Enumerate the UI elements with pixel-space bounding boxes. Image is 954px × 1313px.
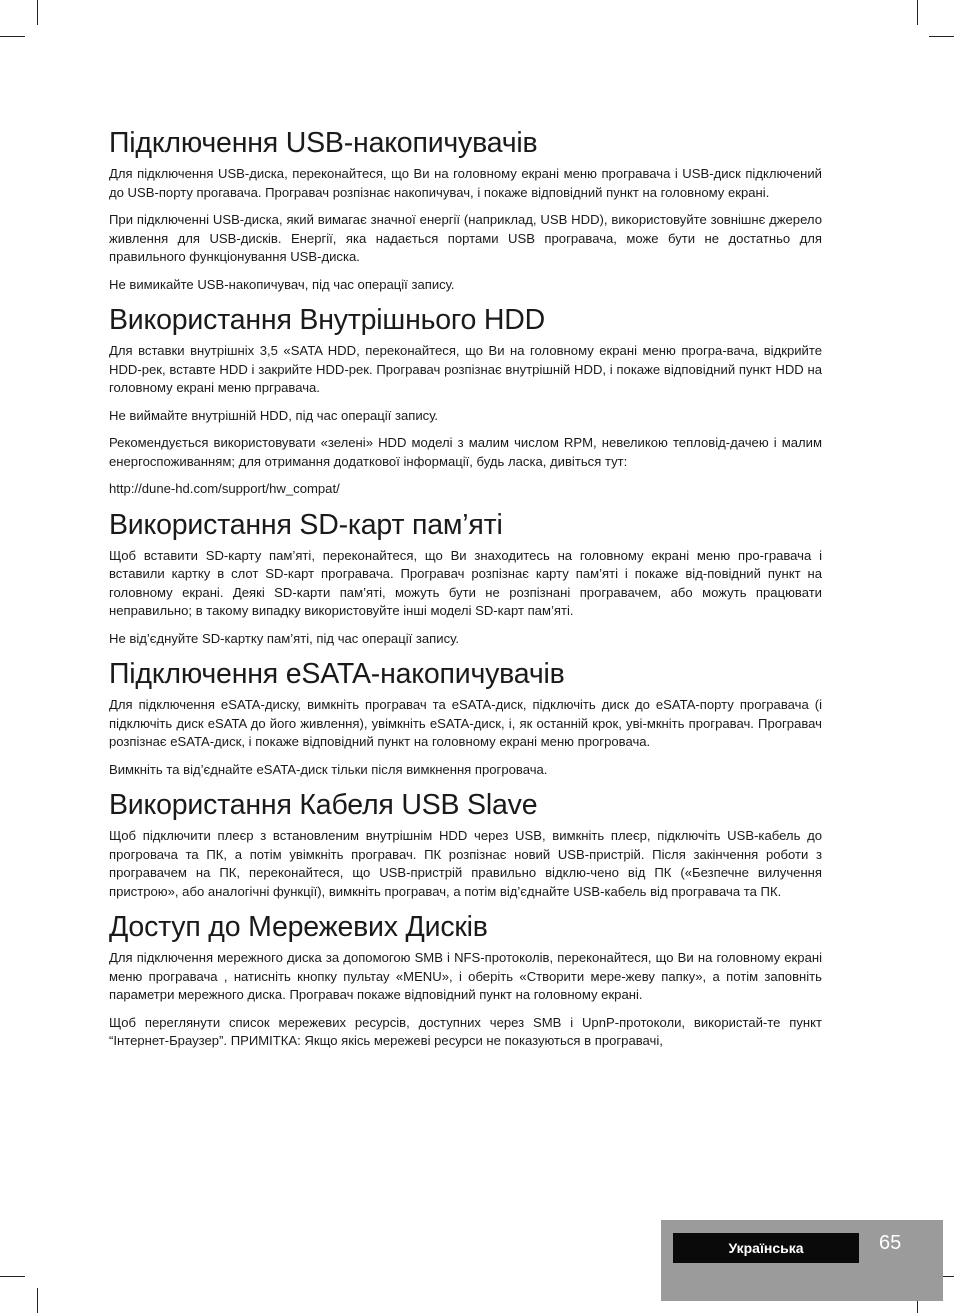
paragraph: Для підключення USB-диска, переконайтеся, що Ви на головному екрані меню програвача і USB-диск підключений до USB-порту прогавача. Програвач розпізнає накопичувач, і покаже відповідний пункт на головному екрані. bbox=[109, 166, 822, 200]
crop-mark bbox=[0, 1276, 25, 1277]
section-heading: Підключення USB-накопичувачів bbox=[109, 127, 538, 159]
crop-mark bbox=[37, 0, 38, 25]
crop-mark bbox=[37, 1288, 38, 1313]
paragraph: Не від’єднуйте SD-картку пам’яті, під час операції запису. bbox=[109, 630, 460, 646]
section-usb-slave bbox=[109, 788, 822, 901]
section-heading: Використання SD-карт пам’яті bbox=[109, 508, 503, 541]
paragraph: Щоб переглянути список мережевих ресурсів, доступних через SMB і UpnP-протоколи, використай-те пункт “Інтернет-Браузер”. ПРИМІТКА: Якщо якісь мережеві ресурси не показуються в програвачі, bbox=[109, 1014, 822, 1048]
paragraph: При підключенні USB-диска, який вимагає значної енергії (наприклад, USB HDD), використовуйте зовнішнє джерело живлення для USB-дисків. Енергії, яка надається портами USB програвача, може бути не достатньо для правильного функціонування USB-диска. bbox=[109, 212, 822, 264]
page-number: 65 bbox=[879, 1232, 902, 1254]
paragraph: Вимкніть та від’єднайте eSATA-диск тільки після вимкнення прогровача. bbox=[109, 761, 548, 777]
paragraph: Не вимикайте USB-накопичувач, під час операції запису. bbox=[109, 276, 455, 292]
section-usb-drives bbox=[109, 126, 822, 294]
paragraph: Щоб підключити плеєр з встановленим внутрішнім HDD через USB, вимкніть плеєр, підключіть USB-кабель до прогровача та ПК, а потім увімкніть програвач. ПК розпізнає новий USB-пристрій. Після закінчення роботи з програвачем на ПК, переконайтеся, що USB-пристрій правильно відклю-чено від ПК («Безпечне вилучення пристрою», або аналогічні функції), вимкніть програвач, а потім від’єднайте USB-кабель від програвача та ПК. bbox=[109, 828, 822, 899]
section-heading: Доступ до Мережевих Дисків bbox=[109, 911, 488, 943]
section-heading: Використання Внутрішнього HDD bbox=[109, 304, 546, 336]
paragraph: Для вставки внутрішніх 3,5 «SATA HDD, переконайтеся, що Ви на головному екрані меню програ-вача, відкрийте HDD-рек, вставте HDD і закрийте HDD-рек. Програвач розпізнає внутрішній HDD, і покаже відповідний пункт HDD на головному екрані меню пргравача. bbox=[109, 343, 822, 395]
page-footer bbox=[661, 1220, 943, 1301]
crop-mark bbox=[0, 36, 25, 37]
page-content bbox=[109, 126, 822, 1060]
section-heading: Використання Кабеля USB Slave bbox=[109, 789, 538, 821]
paragraph: Для підключення eSATA-диску, вимкніть програвач та eSATA-диск, підключіть диск до eSATA-порту програвача (і підключіть диск eSATA до його живлення), увімкніть eSATA-диск, і, як останній крок, уві-мкніть програвач. Програвач розпізнає eSATA-диск, і покаже відповідний пункт на головному екрані меню прогровача. bbox=[109, 697, 822, 749]
section-network-drives bbox=[109, 910, 822, 1051]
paragraph: Для підключення мережного диска за допомогою SMB і NFS-протоколів, переконайтеся, що Ви на головному екрані меню програвача , натисніть кнопку пультау «MENU», і оберіть «Створити мере-жеву папку», а потім заповніть параметри мережного диска. Програвач покаже відповідний пункт на головному екрані. bbox=[109, 950, 822, 1002]
paragraph: Не виймайте внутрішній HDD, під час операції запису. bbox=[109, 407, 439, 423]
section-sd-cards bbox=[109, 508, 822, 649]
paragraph: Рекомендується використовувати «зелені» HDD моделі з малим числом RPM, невеликою тепловід-дачею і малим енергоспоживанням; для отримання додаткової інформації, будь ласка, дивіться тут: bbox=[109, 435, 822, 469]
section-internal-hdd bbox=[109, 303, 822, 499]
section-heading: Підключення eSATA-накопичувачів bbox=[109, 658, 565, 690]
paragraph: Щоб вставити SD-карту пам’яті, переконайтеся, що Ви знаходитесь на головному екрані меню про-гравача і вставили картку в слот SD-карт програвача. Програвач розпізнає карту пам’яті і покаже від-повідний пункт на головному екрані. Деякі SD-карти пам’яті, можуть бути не розпізнані програвачем, або можуть працювати неправильно; в такому випадку використовуйте інші моделі SD-карт пам’яті. bbox=[109, 547, 822, 618]
language-label: Українська bbox=[673, 1233, 859, 1263]
section-esata bbox=[109, 657, 822, 779]
crop-mark bbox=[929, 36, 954, 37]
crop-mark bbox=[917, 0, 918, 25]
url-text: http://dune-hd.com/support/hw_compat/ bbox=[109, 481, 340, 496]
